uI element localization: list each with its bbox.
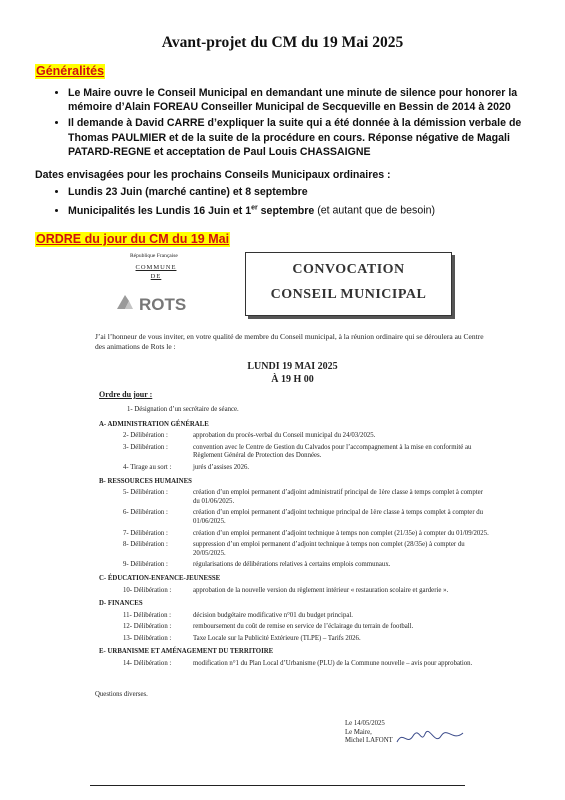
republique-label: République Française [130, 253, 178, 259]
commune-label: COMMUNE DE [135, 264, 177, 280]
questions-diverses: Questions diverses. [95, 691, 148, 698]
agenda-section-title: B- RESSOURCES HUMAINES [99, 477, 192, 485]
document-title: Avant-projet du CM du 19 Mai 2025 [161, 34, 404, 51]
agenda-section-title: E- URBANISME ET AMÉNAGEMENT DU TERRITOIRE [99, 648, 274, 656]
agenda-item: 3- Délibération : convention avec le Centre de Gestion du Calvados pour l’accompagnement à la mise en conformité au Règlement Général de Protection des Données. [123, 443, 472, 460]
svg-text:ROTS: ROTS [139, 295, 187, 314]
agenda-section-title: D- FINANCES [99, 600, 143, 608]
agenda-section-title: C- ÉDUCATION-ENFANCE-JEUNESSE [99, 574, 221, 582]
agenda-item: 13- Délibération : Taxe Locale sur la Publicité Extérieure (TLPE) – Tarifs 2026. [123, 634, 361, 642]
convocation-scan [95, 250, 490, 775]
agenda-item: 4- Tirage au sort : jurés d’assises 2026. [123, 463, 250, 471]
invitation-text: J’ai l’honneur de vous inviter, en votre qualité de membre du Conseil municipal, à la réunion ordinaire qui se déroulera au Centre des animations de Rots le : [95, 332, 484, 351]
dates-item: • Municipalités les Lundis 16 Juin et 1er septembre (et autant que de besoin) [68, 201, 550, 218]
meeting-date: LUNDI 19 MAI 2025 [247, 361, 338, 372]
generalites-heading: Généralités [36, 64, 105, 78]
agenda-item: 11- Délibération : décision budgétaire modificative n°01 du budget principal. [123, 611, 353, 619]
dates-item: • Lundis 23 Juin (marché cantine) et 8 septembre [68, 185, 550, 199]
handwritten-signature-icon [395, 728, 465, 748]
generalites-list [35, 86, 550, 161]
dates-intro: Dates envisagées pour les prochains Conseils Municipaux ordinaires : [35, 169, 391, 181]
agenda-item: 6- Délibération : création d’un emploi permanent d’adjoint technique principal de 1ère classe à temps complet à compter du 01/06/2025. [123, 509, 484, 525]
convocation-title: CONVOCATION [292, 262, 405, 277]
rots-logo-icon [115, 287, 195, 317]
ordre-heading: ORDRE du jour du CM du 19 Mai [36, 232, 230, 246]
agenda-item: 1- Désignation d’un secrétaire de séance. [127, 406, 239, 413]
ordre-du-jour-title: Ordre du jour : [99, 390, 153, 399]
signature-date: Le 14/05/2025 [345, 720, 385, 727]
agenda-item: 7- Délibération : création d’un emploi permanent d’adjoint technique à temps non complet (21/35e) à compter du 01/09/2025. [123, 529, 489, 537]
signature-name: Michel LAFONT [345, 737, 393, 744]
generalites-item: • Le Maire ouvre le Conseil Municipal en demandant une minute de silence pour honorer la mémoire d’Alain FOREAU Conseiller Municipal de Secqueville en Bessin de 2014 à 2020 [68, 86, 550, 114]
agenda-section-title: A- ADMINISTRATION GÉNÉRALE [99, 420, 209, 428]
agenda-item: 10- Délibération : approbation de la nouvelle version du règlement intérieur « restauration scolaire et garderie ». [123, 586, 449, 594]
footer-rule [90, 785, 465, 786]
dates-list [35, 185, 550, 220]
agenda-item: 9- Délibération : régularisations de délibérations relatives à certains emplois communaux. [123, 561, 391, 569]
agenda-item: 8- Délibération : suppression d’un emploi permanent d’adjoint technique à temps non complet (28/35e) à compter du 20/05/2025. [123, 541, 465, 557]
convocation-box [245, 252, 452, 316]
signature-role: Le Maire, [345, 728, 372, 736]
meeting-time: À 19 H 00 [271, 374, 314, 385]
generalites-item: • Il demande à David CARRE d’expliquer la suite qui a été donnée à la démission verbale de Thomas PAULMIER et de la suite de la procédure en cours. Réponse négative de Magali PATARD-REGNE et acceptation de Paul Louis CHASSAIGNE [68, 116, 550, 159]
meeting-datetime [95, 360, 490, 386]
agenda-item: 12- Délibération : remboursement du coût de remise en service de l’éclairage du terrain de football. [123, 623, 414, 631]
signature-block [345, 720, 393, 746]
agenda-item: 5- Délibération : création d’un emploi permanent d’adjoint administratif principal de 1ère classe à temps complet à compter du 01/06/2025. [123, 489, 483, 505]
agenda-item: 2- Délibération : approbation du procès-verbal du Conseil municipal du 24/03/2025. [123, 432, 376, 440]
agenda-item: 14- Délibération : modification n°1 du Plan Local d’Urbanisme (PLU) de la Commune nouvelle – avis pour approbation. [123, 660, 473, 668]
conseil-municipal-title: CONSEIL MUNICIPAL [270, 287, 427, 302]
agenda [95, 406, 490, 672]
